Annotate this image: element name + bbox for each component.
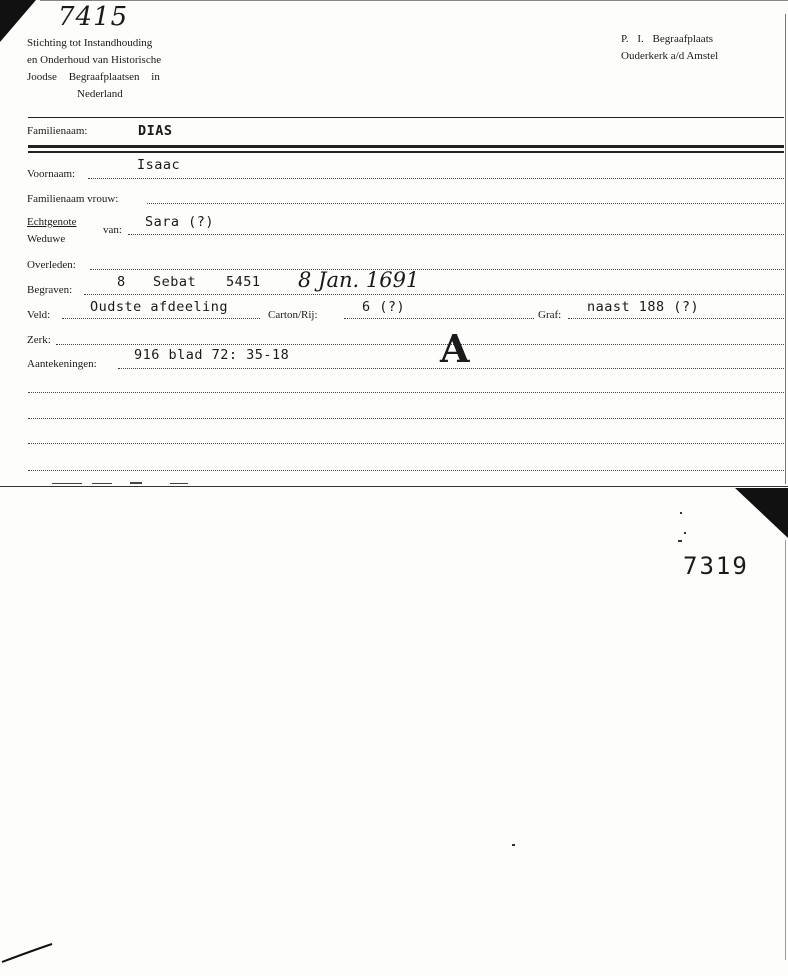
speck — [512, 844, 515, 846]
corner-mark-right — [735, 488, 788, 540]
double-rule-lower — [28, 151, 784, 153]
van-line — [128, 234, 784, 235]
aantekeningen-value: 916 blad 72: 35-18 — [134, 347, 290, 363]
stamp-number: 7319 — [683, 552, 749, 580]
zerk-line — [56, 344, 784, 345]
familienaam-value: DIAS — [138, 123, 173, 139]
veld-line — [62, 318, 260, 319]
speck — [678, 540, 682, 542]
cemetery-line-1: P. I. Begraafplaats — [621, 33, 714, 45]
card-bottom-edge — [0, 486, 788, 487]
edge-mark-2 — [92, 483, 112, 484]
begraven-year: 5451 — [226, 274, 261, 290]
org-line-4: Nederland — [77, 88, 123, 100]
zerk-label: Zerk: — [27, 334, 51, 346]
begraven-line — [84, 294, 784, 295]
speck — [680, 512, 682, 514]
carton-line — [344, 318, 534, 319]
voornaam-value: Isaac — [137, 157, 181, 173]
cemetery-line-2: Ouderkerk a/d Amstel — [621, 50, 719, 62]
voornaam-label: Voornaam: — [27, 168, 76, 180]
begraven-month: Sebat — [153, 274, 197, 290]
veld-label: Veld: — [27, 309, 51, 321]
note-line-4 — [28, 443, 784, 444]
note-line-5 — [28, 470, 784, 471]
back-right-border — [785, 540, 786, 960]
overleden-label: Overleden: — [27, 259, 76, 271]
veld-value: Oudste afdeeling — [90, 299, 229, 315]
right-border — [785, 14, 786, 484]
carton-label: Carton/Rij: — [268, 309, 318, 321]
cemetery-block — [621, 31, 718, 65]
speck — [684, 532, 686, 534]
note-line-3 — [28, 418, 784, 419]
echtgenote-label: Echtgenote — [27, 216, 77, 228]
aantekeningen-line-1 — [118, 368, 784, 369]
graf-value: naast 188 (?) — [587, 299, 700, 315]
graf-label: Graf: — [538, 309, 562, 321]
familienaam-vrouw-label: Familienaam vrouw: — [27, 193, 119, 205]
edge-mark-4 — [170, 483, 188, 484]
familienaam-vrouw-line — [147, 203, 784, 204]
pen-stroke-mark — [0, 936, 56, 966]
handwritten-card-number: 7415 — [58, 2, 129, 32]
graf-line — [568, 318, 784, 319]
top-border — [40, 0, 788, 1]
van-label: van: — [103, 224, 122, 236]
begraven-label: Begraven: — [27, 284, 73, 296]
aantekeningen-label: Aantekeningen: — [27, 358, 97, 370]
edge-mark-1 — [52, 483, 82, 484]
org-line-2: en Onderhoud van Historische — [27, 54, 162, 66]
double-rule-upper — [28, 145, 784, 148]
note-line-2 — [28, 392, 784, 393]
familienaam-label: Familienaam: — [27, 125, 88, 137]
van-value: Sara (?) — [145, 214, 215, 230]
org-line-3: Joodse Begraafplaatsen in — [27, 71, 160, 83]
org-line-1: Stichting tot Instandhouding — [27, 37, 153, 49]
voornaam-line — [88, 178, 784, 179]
weduwe-label: Weduwe — [27, 233, 66, 245]
carton-value: 6 (?) — [362, 299, 406, 315]
separator-top — [28, 117, 784, 118]
begraven-handwritten-date: 8 Jan. 1691 — [298, 268, 420, 292]
organisation-block — [27, 35, 161, 103]
overleden-line — [90, 269, 784, 270]
edge-mark-3 — [130, 482, 142, 484]
begraven-day: 8 — [117, 274, 126, 290]
handwritten-letter: A — [440, 326, 470, 371]
